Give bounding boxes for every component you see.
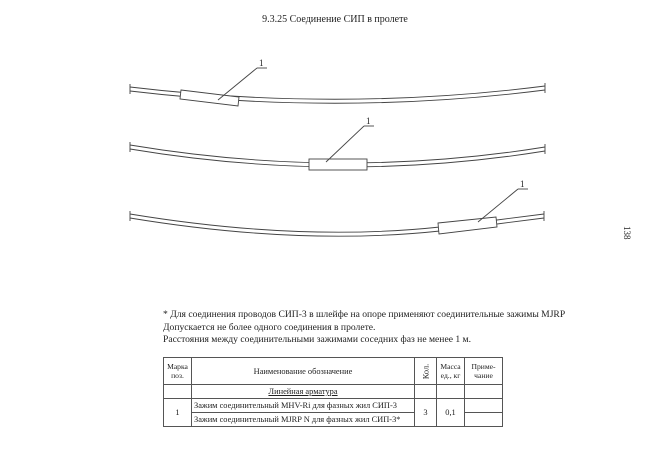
- wire-1-callout-label: 1: [259, 58, 264, 68]
- wire-2-callout-label: 1: [366, 116, 371, 126]
- header-name: Наименование обозначение: [192, 358, 415, 385]
- group-qty-cell: [415, 385, 437, 399]
- wire-1: [130, 68, 545, 106]
- wire-3-leader-line: [478, 189, 518, 222]
- header-qty-text: Кол.: [421, 363, 430, 379]
- item-name: Зажим соединительный MHV-Ri для фазных жил СИП-3: [192, 399, 415, 413]
- page-title: 9.3.25 Соединение СИП в пролете: [262, 14, 408, 25]
- table-header-row: [164, 358, 503, 385]
- group-note-cell: [465, 385, 503, 399]
- item-qty: 3: [415, 399, 437, 427]
- note-line: * Для соединения проводов СИП-3 в шлейфе на опоре применяют соединительные зажимы MJRP: [163, 309, 566, 320]
- group-label: Линейная арматура: [192, 385, 415, 399]
- wire-2-leader-line: [326, 126, 364, 162]
- notes-block: [163, 309, 565, 347]
- wire-1-leader-line: [218, 68, 257, 100]
- header-mark: Марка поз.: [164, 358, 192, 385]
- header-note: Приме-чание: [465, 358, 503, 385]
- header-qty: [415, 358, 437, 385]
- table-row: [164, 399, 503, 413]
- wire-3-callout-label: 1: [520, 179, 525, 189]
- wire-1-connector: [180, 90, 239, 106]
- item-mass: 0,1: [437, 399, 465, 427]
- item-mark: 1: [164, 399, 192, 427]
- item-name: Зажим соединительный MJRP N для фазных жил СИП-3*: [192, 413, 415, 427]
- item-note: [465, 413, 503, 427]
- page-number: 138: [622, 226, 632, 240]
- wire-2-connector: [309, 159, 367, 170]
- table-group-row: [164, 385, 503, 399]
- wire-3: [130, 189, 544, 236]
- note-line: Расстояния между соединительными зажимами соседних фаз не менее 1 м.: [163, 334, 472, 345]
- specification-table: [163, 357, 503, 427]
- group-mark-cell: [164, 385, 192, 399]
- note-line: Допускается не более одного соединения в пролете.: [163, 321, 376, 333]
- wire-3-connector: [438, 217, 497, 234]
- header-mass: Масса ед., кг: [437, 358, 465, 385]
- group-mass-cell: [437, 385, 465, 399]
- item-note: [465, 399, 503, 413]
- wire-2: [130, 126, 545, 170]
